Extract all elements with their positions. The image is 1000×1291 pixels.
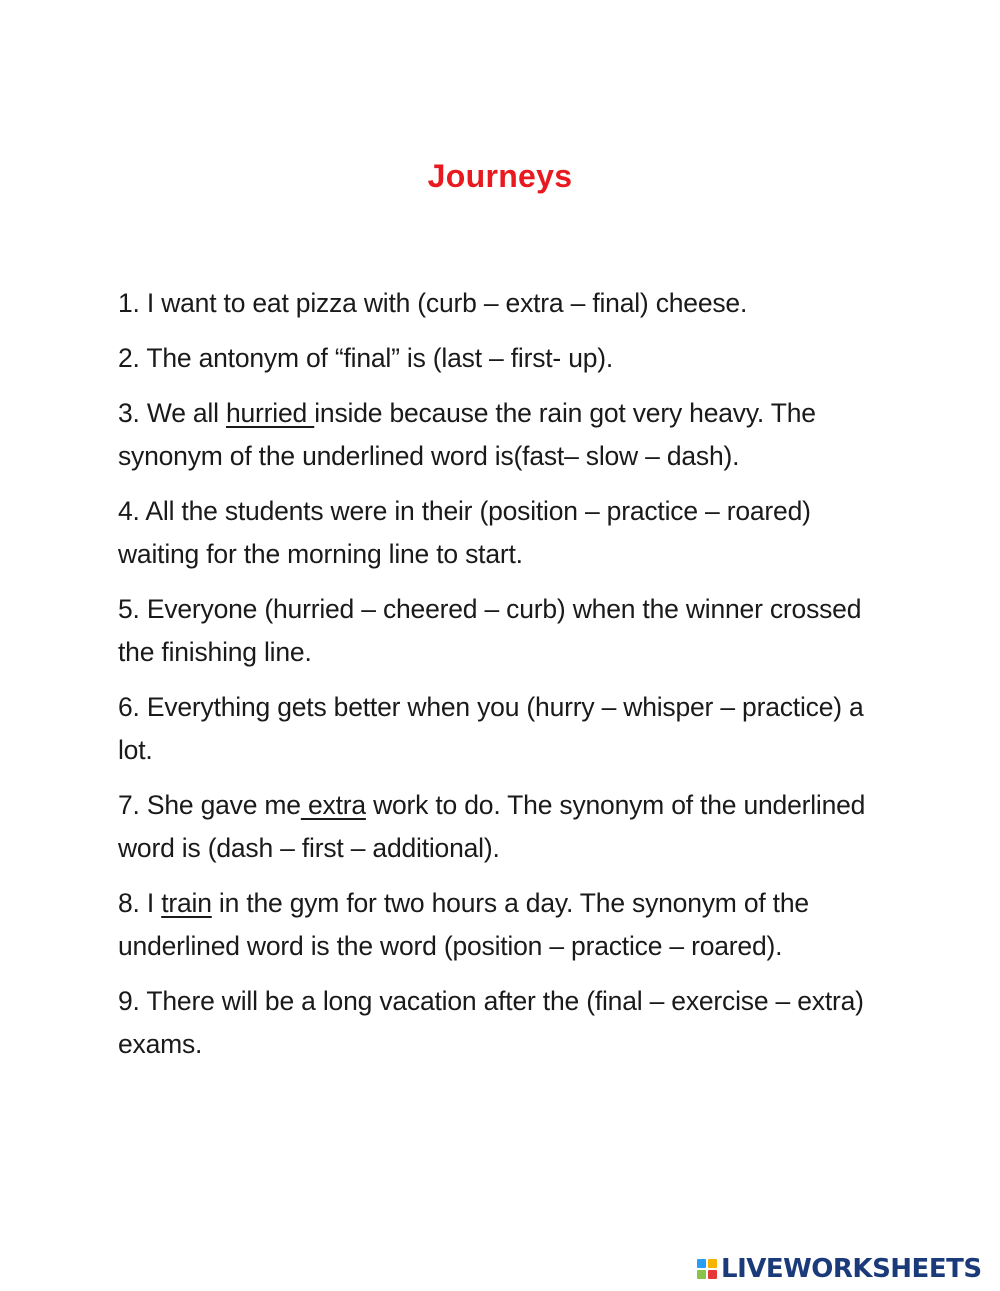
logo-square-1	[697, 1259, 706, 1268]
question-5-text: 5. Everyone (hurried – cheered – curb) when the winner crossed the finishing line.	[118, 594, 862, 667]
question-7-underlined-word: extra	[300, 790, 366, 820]
question-8-underlined-word: train	[161, 888, 212, 918]
logo-square-2	[708, 1259, 717, 1268]
question-3	[118, 392, 878, 478]
logo-square-3	[697, 1270, 706, 1279]
question-3-text-before: 3. We all	[118, 398, 226, 428]
question-9-text: 9. There will be a long vacation after the (final – exercise – extra) exams.	[118, 986, 864, 1059]
question-9	[118, 980, 878, 1066]
question-3-underlined-word: hurried	[225, 398, 315, 428]
logo-text: LIVEWORKSHEETS	[721, 1254, 982, 1284]
question-4	[118, 490, 878, 576]
question-6-text: 6. Everything gets better when you (hurry – whisper – practice) a lot.	[118, 692, 864, 765]
question-2	[118, 337, 878, 380]
logo-square-4	[708, 1270, 717, 1279]
question-7-text-after: work to do. The synonym of the underlined word is (dash – first – additional).	[118, 790, 866, 863]
page-title: Journeys	[427, 158, 573, 194]
question-7	[118, 784, 878, 870]
logo-mark-icon	[697, 1259, 717, 1279]
question-8-text-after: in the gym for two hours a day. The synonym of the underlined word is the word (position – practice – roared).	[118, 888, 809, 961]
question-1	[118, 282, 878, 325]
liveworksheets-logo[interactable]	[697, 1254, 982, 1284]
question-2-text: 2. The antonym of “final” is (last – first- up).	[118, 343, 614, 373]
question-5	[118, 588, 878, 674]
question-3-text-after: inside because the rain got very heavy. The synonym of the underlined word is(fast– slow – dash).	[118, 398, 816, 471]
question-8	[118, 882, 878, 968]
question-1-text: 1. I want to eat pizza with (curb – extra – final) cheese.	[118, 288, 748, 318]
question-list	[118, 282, 878, 1078]
question-4-text: 4. All the students were in their (position – practice – roared) waiting for the morning line to start.	[118, 496, 811, 569]
question-8-text-before: 8. I	[118, 888, 162, 918]
question-7-text-before: 7. She gave me	[118, 790, 301, 820]
question-6	[118, 686, 878, 772]
